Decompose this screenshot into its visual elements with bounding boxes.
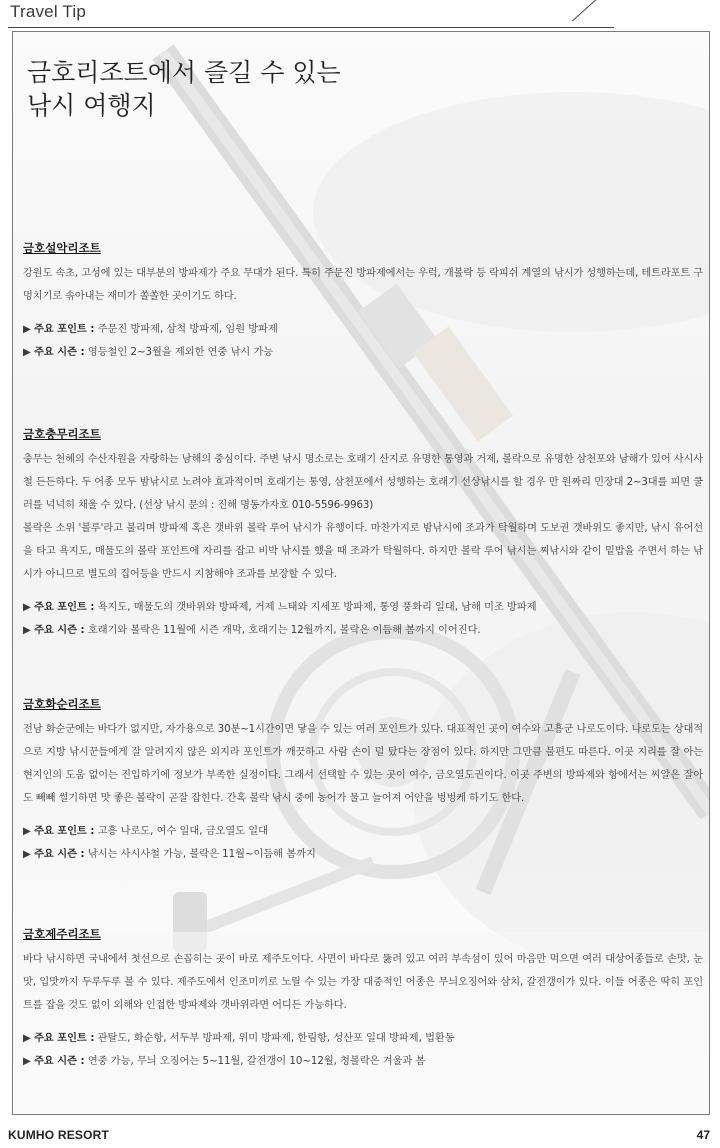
triangle-bullet-icon: ▶ bbox=[23, 324, 35, 335]
section-body: 전남 화순군에는 바다가 없지만, 자가용으로 30분~1시간이면 닿을 수 있는 여러 포인트가 있다. 대표적인 곳이 여수와 고흥군 나로도이다. 나로도는 상대적으로 지방 낚시꾼들에게 잘 알려지지 않은 외지라 포인트가 깨끗하고 사람 손이 덜 탔다는 장점이 있다. 하지만 그만큼 불편도 따른다. 이곳 지리를 잘 아는 현지인의 도움 없이는 진입하기에 정보가 부족한 실정이다. 그래서 선택할 수 있는 곳이 여수, 금오열도권이다. 이곳 주변의 방파제와 항에서는 씨알은 잘아도 뻬빼 썰기하면 맛 좋은 볼락이 곧잘 잡힌다. 간혹 볼락 낚시 중에 농어가 물고 늘어져 어안을 벙벙케 하기도 한다. bbox=[23, 724, 703, 804]
section-tag: Travel Tip bbox=[10, 2, 87, 21]
section-heading: 금호충무리조트 bbox=[23, 427, 101, 441]
article-title bbox=[27, 56, 627, 122]
section-info bbox=[23, 820, 703, 866]
triangle-bullet-icon: ▶ bbox=[23, 625, 35, 636]
season-label: 주요 시즌 : bbox=[34, 625, 85, 636]
triangle-bullet-icon: ▶ bbox=[23, 849, 35, 860]
article-title-line-1: 금호리조트에서 즐길 수 있는 bbox=[27, 58, 341, 87]
section-heading: 금호설악리조트 bbox=[23, 241, 101, 255]
points-label: 주요 포인트 : bbox=[34, 324, 95, 335]
section-jeju bbox=[23, 926, 703, 1073]
points-label: 주요 포인트 : bbox=[34, 1033, 95, 1044]
main-points-row bbox=[23, 820, 703, 843]
season-text: 호래기와 볼락은 11월에 시즌 개막, 호래기는 12월까지, 볼락은 이듬해 봄까지 이어진다. bbox=[87, 625, 481, 636]
main-points-row bbox=[23, 318, 703, 341]
points-text: 관탈도, 화순항, 서두부 방파제, 위미 방파제, 한림항, 성산포 일대 방파제, 법환동 bbox=[97, 1033, 455, 1044]
section-body: 강원도 속초, 고성에 있는 대부분의 방파제가 주요 무대가 된다. 특히 주문진 방파제에서는 우럭, 개볼락 등 락피쉬 계열의 낚시가 성행하는데, 테트라포트 구멍치기로 솎아내는 재미가 쏠쏠한 곳이기도 하다. bbox=[23, 268, 703, 302]
article-content bbox=[13, 32, 710, 1115]
section-body-2: 볼락은 소위 '볼루'라고 불리며 방파제 혹은 갯바위 볼락 루어 낚시가 유행이다. 마찬가지로 밤낚시에 조과가 탁월하며 도보권 갯바위도 좋지만, 낚시 유어선을 타고 욕지도, 매물도의 볼락 포인트에 자리를 잡고 비박 낚시를 했을 때 조과가 탁월하다. 하지만 볼락 루어 낚시는 찌낚시와 같이 밑밥을 주면서 하는 낚시가 아니므로 별도의 집어등을 반드시 지참해야 조과를 보장할 수 있다. bbox=[23, 523, 703, 580]
points-label: 주요 포인트 : bbox=[34, 602, 95, 613]
main-points-row bbox=[23, 1027, 703, 1050]
section-info bbox=[23, 318, 703, 364]
footer-brand: KUMHO RESORT bbox=[8, 1128, 110, 1142]
main-season-row bbox=[23, 1050, 703, 1073]
section-body: 충무는 천혜의 수산자원을 자랑하는 남해의 중심이다. 주변 낚시 명소로는 호래기 산지로 유명한 통영과 거제, 볼락으로 유명한 삼천포와 남해가 있어 사시사철 든든하다. 두 어종 모두 밤낚시로 노려야 효과적이며 호래기는 통영, 삼천포에서 성행하는 호래기 선상낚시를 할 경우 만 원짜리 민장대 2~3대를 피면 쿨러를 넉넉히 채울 수 있다. (선상 낚시 문의 : 진해 명동가자호 010-5596-9963) bbox=[23, 454, 703, 511]
season-label: 주요 시즌 : bbox=[34, 1056, 85, 1067]
corner-diagonal-line bbox=[572, 0, 607, 22]
section-heading: 금호제주리조트 bbox=[23, 927, 101, 941]
triangle-bullet-icon: ▶ bbox=[23, 347, 35, 358]
article-title-line-2: 낚시 여행지 bbox=[27, 91, 156, 120]
top-rule bbox=[8, 27, 614, 28]
main-season-row bbox=[23, 341, 703, 364]
triangle-bullet-icon: ▶ bbox=[23, 1033, 35, 1044]
page-number: 47 bbox=[696, 1128, 710, 1142]
triangle-bullet-icon: ▶ bbox=[23, 602, 35, 613]
top-bar bbox=[0, 0, 720, 32]
section-heading: 금호화순리조트 bbox=[23, 697, 101, 711]
section-chungmu bbox=[23, 426, 703, 642]
points-text: 욕지도, 매물도의 갯바위와 방파제, 거제 느태와 지세포 방파제, 통영 풍화리 일대, 남해 미조 방파제 bbox=[97, 602, 537, 613]
main-points-row bbox=[23, 596, 703, 619]
section-info bbox=[23, 596, 703, 642]
section-hwasun bbox=[23, 696, 703, 866]
season-text: 연중 가능, 무늬 오징어는 5~11월, 갈전갱이 10~12월, 청볼락은 겨울과 봄 bbox=[87, 1056, 426, 1067]
points-text: 주문진 방파제, 삼척 방파제, 임원 방파제 bbox=[97, 324, 278, 335]
points-text: 고흥 나로도, 여수 일대, 금오열도 일대 bbox=[97, 826, 268, 837]
section-seorak bbox=[23, 240, 703, 364]
points-label: 주요 포인트 : bbox=[34, 826, 95, 837]
main-season-row bbox=[23, 619, 703, 642]
main-season-row bbox=[23, 843, 703, 866]
section-info bbox=[23, 1027, 703, 1073]
triangle-bullet-icon: ▶ bbox=[23, 1056, 35, 1067]
season-text: 영등철인 2~3월을 제외한 연중 낚시 가능 bbox=[87, 347, 274, 358]
triangle-bullet-icon: ▶ bbox=[23, 826, 35, 837]
season-label: 주요 시즌 : bbox=[34, 849, 85, 860]
article-frame bbox=[12, 31, 710, 1115]
section-body: 바다 낚시하면 국내에서 첫선으로 손꼽히는 곳이 바로 제주도이다. 사면이 바다로 뚫려 있고 여러 부속섬이 있어 마음만 먹으면 여러 대상어종들로 손맛, 눈맛, 입맛까지 두루두루 볼 수 있다. 제주도에서 인조미끼로 노릴 수 있는 가장 대중적인 어종은 무늬오징어와 삼치, 갈전갱이가 있다. 이들 어종은 딱히 포인트를 잡을 것도 없이 외해와 인접한 방파제와 갯바위라면 어디든 가능하다. bbox=[23, 954, 703, 1011]
season-label: 주요 시즌 : bbox=[34, 347, 85, 358]
season-text: 낚시는 사시사철 가능, 볼락은 11월~이듬해 봄까지 bbox=[87, 849, 316, 860]
